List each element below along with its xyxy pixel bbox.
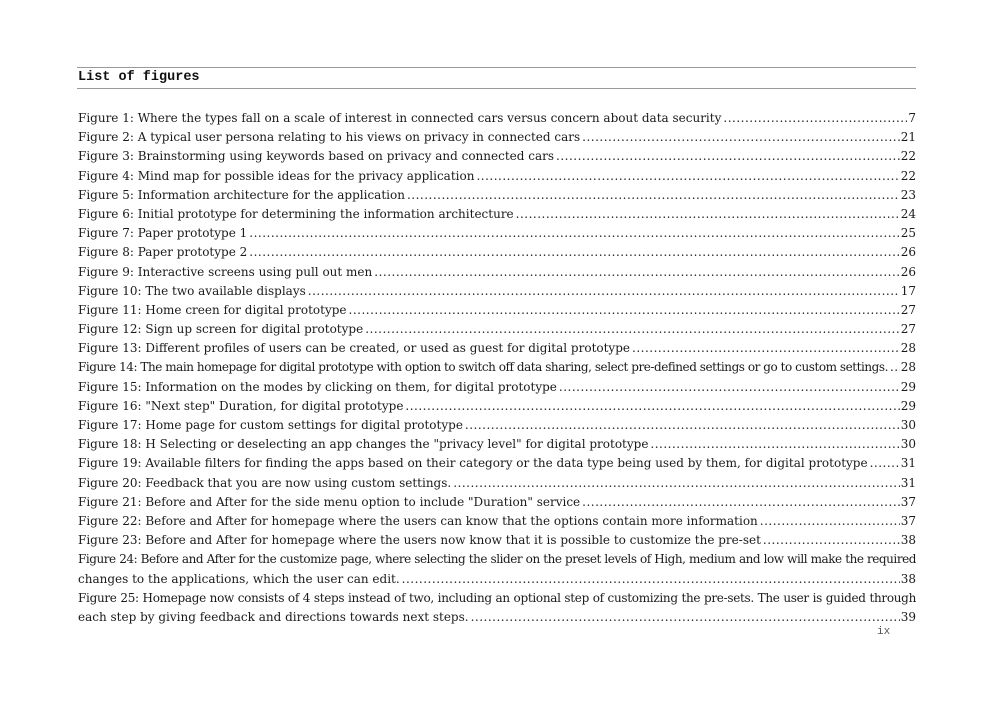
dot-leader [516, 205, 900, 224]
dot-leader [308, 282, 900, 301]
dot-leader [465, 416, 900, 435]
list-of-figures [78, 109, 916, 627]
dot-leader [760, 512, 900, 531]
figure-entry[interactable] [78, 474, 916, 493]
figure-entry-line2 [78, 608, 916, 627]
figure-entry-title: Figure 13: Different profiles of users can be created, or used as guest for digital prototype [78, 341, 630, 356]
dot-leader [582, 493, 900, 512]
figure-entry-page: 29 [900, 379, 916, 394]
section-heading-bar [77, 67, 916, 89]
figure-entry-page: 23 [900, 187, 916, 202]
dot-leader [453, 474, 900, 493]
figure-entry-page: 22 [900, 168, 916, 183]
dot-leader [650, 435, 899, 454]
dot-leader [374, 263, 899, 282]
dot-leader [632, 339, 900, 358]
figure-entry-page: 37 [900, 513, 916, 528]
wrapped-figure-entries [78, 550, 916, 627]
figure-entry[interactable] [78, 531, 916, 550]
figure-entry-page: 17 [900, 283, 916, 298]
figure-entry[interactable] [78, 167, 916, 186]
figure-entry-title: Figure 5: Information architecture for the application [78, 187, 405, 202]
figure-entry[interactable] [78, 147, 916, 166]
figure-entry-page: 21 [900, 130, 916, 145]
dot-leader [349, 301, 900, 320]
figure-entry-page: 22 [900, 149, 916, 164]
figure-entry-page: 31 [900, 456, 916, 471]
figure-entry-title: Figure 7: Paper prototype 1 [78, 226, 248, 241]
figure-entry[interactable] [78, 512, 916, 531]
figure-entry[interactable] [78, 397, 916, 416]
figure-entry[interactable] [78, 378, 916, 397]
dot-leader [402, 570, 900, 589]
figure-entry-page: 39 [900, 609, 916, 624]
figure-entry-page: 30 [900, 418, 916, 432]
section-heading: List of figures [78, 70, 200, 85]
dot-leader [763, 531, 900, 550]
figure-entry[interactable] [78, 282, 916, 301]
figure-entry-title: Figure 20: Feedback that you are now using custom settings. [78, 475, 452, 490]
dot-leader [476, 167, 899, 186]
figure-entry-title: Figure 12: Sign up screen for digital prototype [78, 322, 364, 337]
figure-entry-title-line2: each step by giving feedback and directions towards next steps. [78, 609, 469, 624]
figure-entry[interactable] [78, 301, 916, 320]
figure-entry-title: Figure 2: A typical user persona relating to his views on privacy in connected cars [78, 130, 581, 145]
figure-entry-page: 27 [900, 322, 916, 337]
dot-leader [249, 243, 899, 262]
dot-leader [249, 224, 899, 243]
figure-entry-page: 25 [900, 226, 916, 241]
dot-leader [405, 397, 899, 416]
figure-entry-title: Figure 17: Home page for custom settings for digital prototype [78, 418, 463, 432]
figure-entry-title: Figure 4: Mind map for possible ideas for the privacy application [78, 168, 475, 183]
dot-leader [870, 454, 900, 473]
figure-entry-title: Figure 6: Initial prototype for determining the information architecture [78, 206, 514, 221]
dot-leader [582, 128, 900, 147]
figure-entry-page: 37 [900, 494, 916, 509]
figure-entry-title: Figure 22: Before and After for homepage where the users can know that the options contain more information [78, 513, 758, 528]
figure-entry[interactable] [78, 454, 916, 473]
page-number: ix [877, 626, 891, 638]
figure-entry[interactable] [78, 493, 916, 512]
figure-entry-title: Figure 3: Brainstorming using keywords based on privacy and connected cars [78, 149, 555, 164]
figure-entry-title: Figure 1: Where the types fall on a scale of interest in connected cars versus concern about data security [78, 111, 722, 125]
figure-entry[interactable] [78, 589, 916, 627]
figure-entry[interactable] [78, 435, 916, 454]
dot-leader [365, 320, 900, 339]
dot-leader [890, 358, 900, 377]
figure-entry-title-line1: Figure 25: Homepage now consists of 4 steps instead of two, including an optional step of customizing the pre-sets. The user is guided through [78, 590, 916, 605]
dot-leader [723, 109, 907, 128]
figure-entry-page: 27 [900, 302, 916, 317]
figure-entry[interactable] [78, 358, 916, 377]
dot-leader [407, 186, 900, 205]
figure-entry-title: Figure 19: Available filters for finding the apps based on their category or the data type being used by them, for digital prototype [78, 456, 868, 471]
figure-entry-page: 31 [900, 475, 916, 490]
figure-entry-line2 [78, 570, 916, 589]
figure-entry[interactable] [78, 416, 916, 435]
figure-entry-title: Figure 16: "Next step" Duration, for digital prototype [78, 398, 404, 413]
figure-entry-page: 26 [900, 245, 916, 260]
figure-entry-page: 28 [900, 341, 916, 356]
dot-leader [471, 608, 900, 627]
figure-entry[interactable] [78, 550, 916, 588]
figure-entry[interactable] [78, 128, 916, 147]
figure-entry-title: Figure 8: Paper prototype 2 [78, 245, 248, 260]
figure-entry-title: Figure 23: Before and After for homepage where the users now know that it is possible to customize the pre-set [78, 533, 761, 548]
figure-entries [78, 109, 916, 550]
figure-entry-page: 38 [900, 571, 916, 586]
figure-entry-title-line2: changes to the applications, which the user can edit. [78, 571, 400, 586]
figure-entry[interactable] [78, 339, 916, 358]
figure-entry-title: Figure 21: Before and After for the side menu option to include "Duration" service [78, 494, 581, 509]
dot-leader [559, 378, 900, 397]
figure-entry-title: Figure 9: Interactive screens using pull out men [78, 264, 373, 279]
figure-entry-page: 26 [900, 264, 916, 279]
figure-entry-title: Figure 11: Home creen for digital prototype [78, 302, 347, 317]
figure-entry-title-line1: Figure 24: Before and After for the customize page, where selecting the slider on the preset levels of High, medium and low will make the required [78, 552, 916, 567]
figure-entry[interactable] [78, 263, 916, 282]
figure-entry[interactable] [78, 224, 916, 243]
figure-entry[interactable] [78, 243, 916, 262]
figure-entry-title: Figure 14: The main homepage for digital prototype with option to switch off data sharing, select pre-defined settings or go to custom settings. [78, 360, 888, 375]
figure-entry-page: 28 [900, 360, 916, 375]
figure-entry-page: 24 [900, 206, 916, 221]
figure-entry[interactable] [78, 186, 916, 205]
figure-entry-page: 30 [900, 437, 916, 452]
figure-entry[interactable] [78, 109, 916, 128]
figure-entry-page: 29 [900, 398, 916, 413]
figure-entry-title: Figure 10: The two available displays [78, 283, 306, 298]
figure-entry-page: 38 [900, 533, 916, 548]
figure-entry-page: 7 [908, 111, 916, 125]
figure-entry[interactable] [78, 205, 916, 224]
dot-leader [556, 147, 900, 166]
figure-entry-title: Figure 18: H Selecting or deselecting an app changes the "privacy level" for digital prototype [78, 437, 649, 452]
figure-entry-title: Figure 15: Information on the modes by clicking on them, for digital prototype [78, 379, 557, 394]
figure-entry[interactable] [78, 320, 916, 339]
